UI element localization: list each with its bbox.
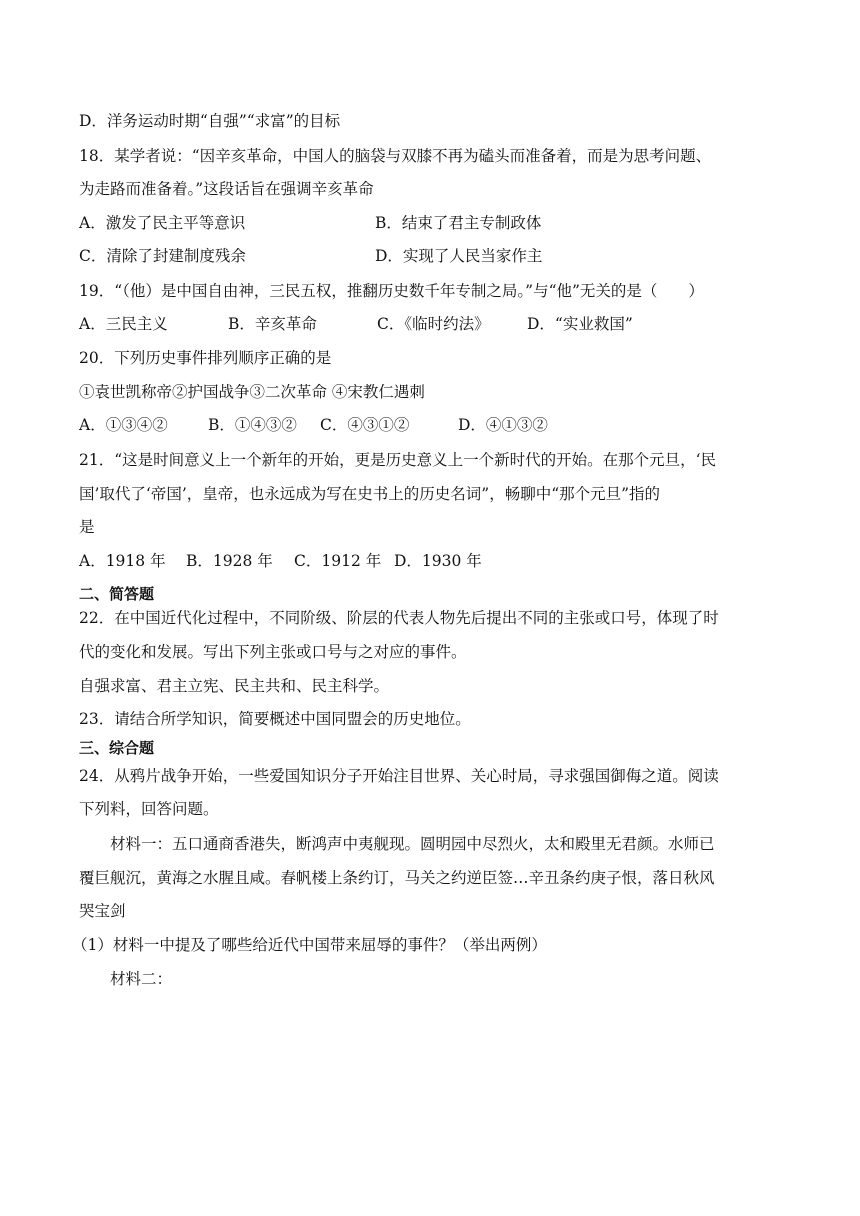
q21-option-c: C．1912 年 bbox=[294, 552, 382, 570]
q20-option-c: C．④③①② bbox=[320, 416, 410, 434]
q24-material1-line1: 材料一：五口通商香港失，断鸿声中夷舰现。圆明园中尽烈火，太和殿里无君颜。水师已 bbox=[110, 835, 715, 853]
q18-stem-line2: 为走路而准备着。”这段话旨在强调辛亥革命 bbox=[79, 180, 374, 198]
q21-stem-line3: 是 bbox=[79, 518, 95, 536]
q24-material1-line3: 哭宝剑 bbox=[79, 902, 126, 920]
q21-option-b: B．1928 年 bbox=[186, 552, 273, 570]
section-2-title: 二、简答题 bbox=[79, 585, 155, 603]
q22-stem-line1: 22．在中国近代化过程中，不同阶级、阶层的代表人物先后提出不同的主张或口号，体现了时 bbox=[79, 609, 719, 627]
q20-option-a: A．①③④② bbox=[79, 416, 168, 434]
q23-stem: 23．请结合所学知识，简要概述中国同盟会的历史地位。 bbox=[79, 710, 471, 728]
q24-sub1: （1）材料一中提及了哪些给近代中国带来屈辱的事件？（举出两例） bbox=[72, 936, 547, 954]
q18-option-b: B．结束了君主专制政体 bbox=[375, 214, 542, 232]
q18-option-a: A．激发了民主平等意识 bbox=[79, 214, 246, 232]
q19-option-a: A．三民主义 bbox=[79, 315, 168, 333]
section-3-title: 三、综合题 bbox=[79, 739, 155, 757]
q19-option-b: B．辛亥革命 bbox=[228, 315, 317, 333]
q20-events: ①袁世凯称帝②护国战争③二次革命 ④宋教仁遇刺 bbox=[79, 383, 425, 401]
q19-option-d: D．“实业救国” bbox=[527, 315, 633, 333]
q20-option-b: B．①④③② bbox=[208, 416, 297, 434]
q20-option-d: D．④①③② bbox=[458, 416, 548, 434]
q21-stem-line2: 国’取代了‘帝国’，皇帝，也永远成为写在史书上的历史名词”，畅聊中“那个元旦”指的 bbox=[79, 485, 661, 503]
q18-option-c: C．清除了封建制度残余 bbox=[79, 247, 246, 265]
q18-stem-line1: 18．某学者说：“因辛亥革命，中国人的脑袋与双膝不再为磕头而准备着，而是为思考问题、 bbox=[79, 147, 712, 165]
q21-stem-line1: 21．“这是时间意义上一个新年的开始，更是历史意义上一个新时代的开始。在那个元旦，‘民 bbox=[79, 451, 717, 469]
q20-stem: 20．下列历史事件排列顺序正确的是 bbox=[79, 349, 332, 367]
q24-stem-line1: 24．从鸦片战争开始，一些爱国知识分子开始注目世界、关心时局，寻求强国御侮之道。阅读 bbox=[79, 767, 719, 785]
q24-stem-line2: 下列料，回答问题。 bbox=[79, 800, 219, 818]
q18-option-d: D．实现了人民当家作主 bbox=[375, 247, 543, 265]
q22-stem-line2: 代的变化和发展。写出下列主张或口号与之对应的事件。 bbox=[79, 643, 467, 661]
q21-option-a: A．1918 年 bbox=[79, 552, 166, 570]
q19-option-c: C．《临时约法》 bbox=[377, 315, 490, 333]
q17-option-d: D．洋务运动时期“自强”“求富”的目标 bbox=[79, 112, 341, 130]
q21-option-d: D．1930 年 bbox=[394, 552, 482, 570]
q24-material2-label: 材料二： bbox=[110, 970, 173, 988]
q24-material1-line2: 覆巨舰沉，黄海之水腥且咸。春帆楼上条约订，马关之约逆臣签…辛丑条约庚子恨，落日秋风 bbox=[79, 869, 715, 887]
q19-stem: 19．“（他）是中国自由神，三民五权，推翻历史数千年专制之局。”与“他”无关的是（ ） bbox=[79, 282, 704, 300]
q22-slogans: 自强求富、君主立宪、民主共和、民主科学。 bbox=[79, 677, 390, 695]
